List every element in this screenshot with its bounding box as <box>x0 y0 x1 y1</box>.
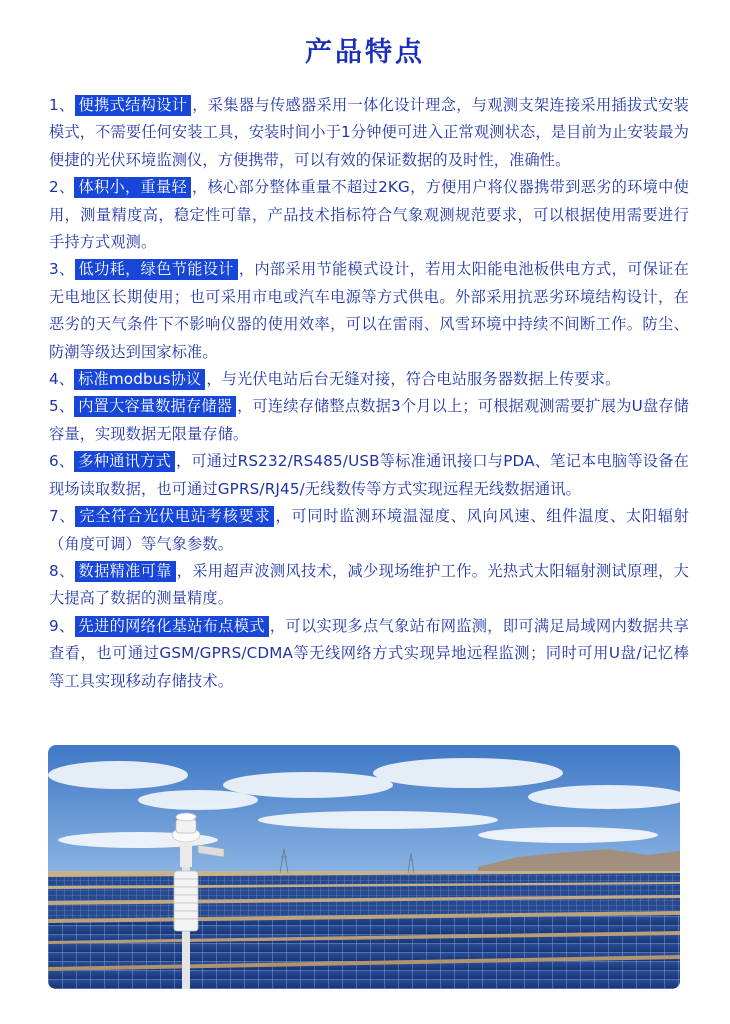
feature-highlight: 先进的网络化基站布点模式 <box>75 616 269 637</box>
feature-text: ，采集器与传感器采用一体化设计理念，与观测支架连接采用插拔式安装模式，不需要任何安装工具，安装时间小于1分钟便可进入正常观测状态，是目前为止安装最为便捷的光伏环境监测仪，方便携带，可以有效的保证数据的及时性，准确性。 <box>49 96 689 169</box>
feature-number: 3、 <box>49 260 75 279</box>
feature-text: ，可同时监测环境温湿度、风向风速、组件温度、太阳辐射（角度可调）等气象参数。 <box>49 507 690 553</box>
solar-farm-photo <box>48 745 680 989</box>
feature-number: 2、 <box>49 178 75 197</box>
feature-item <box>49 92 689 174</box>
solar-farm-illustration <box>48 745 680 989</box>
feature-item <box>49 448 689 503</box>
feature-item <box>49 503 689 558</box>
feature-highlight: 标准modbus协议 <box>74 369 205 390</box>
feature-text: ，采用超声波测风技术，减少现场维护工作。光热式太阳辐射测试原理，大大提高了数据的测量精度。 <box>49 561 690 608</box>
feature-highlight: 便携式结构设计 <box>75 95 192 116</box>
feature-number: 5、 <box>49 397 75 416</box>
feature-number: 7、 <box>49 507 76 526</box>
feature-text: ，内部采用节能模式设计，若用太阳能电池板供电方式，可保证在无电地区长期使用；也可采用市电或汽车电源等方式供电。外部采用抗恶劣环境结构设计，在恶劣的天气条件下不影响仪器的使用效率，可以在雷雨、风雪环境中持续不间断工作。防尘、防潮等级达到国家标准。 <box>49 260 690 361</box>
page-title: 产品特点 <box>305 37 425 68</box>
near-panel-rows <box>48 915 680 989</box>
feature-text: ，可通过RS232/RS485/USB等标准通讯接口与PDA、笔记本电脑等设备在现场读取数据，也可通过GPRS/RJ45/无线数传等方式实现远程无线数据通讯。 <box>49 452 689 498</box>
feature-item <box>49 174 689 256</box>
feature-number: 6、 <box>49 452 75 471</box>
feature-item <box>49 613 689 695</box>
feature-item <box>49 256 689 366</box>
feature-text: ，可连续存储整点数据3个月以上；可根据观测需要扩展为U盘存储容量，实现数据无限量存储。 <box>49 397 690 443</box>
feature-highlight: 内置大容量数据存储器 <box>74 396 236 417</box>
feature-item <box>49 366 689 393</box>
feature-highlight: 数据精准可靠 <box>75 561 176 582</box>
feature-highlight: 完全符合光伏电站考核要求 <box>75 506 274 527</box>
feature-highlight: 多种通讯方式 <box>74 451 175 472</box>
feature-list <box>49 92 689 695</box>
feature-number: 8、 <box>49 561 75 580</box>
feature-item <box>49 558 689 613</box>
feature-highlight: 体积小，重量轻 <box>74 177 191 198</box>
feature-text: ，与光伏电站后台无缝对接，符合电站服务器数据上传要求。 <box>206 370 621 389</box>
feature-number: 4、 <box>49 370 75 389</box>
feature-highlight: 低功耗，绿色节能设计 <box>75 259 238 280</box>
feature-number: 1、 <box>49 96 75 114</box>
feature-number: 9、 <box>49 616 75 635</box>
feature-text: ，可以实现多点气象站布网监测，即可满足局域网内数据共享查看，也可通过GSM/GPRS/CDMA等无线网络方式实现异地远程监测；同时可用U盘/记忆棒等工具实现移动存储技术。 <box>49 616 689 690</box>
feature-item <box>49 393 689 448</box>
feature-text: ，核心部分整体重量不超过2KG，方便用户将仪器携带到恶劣的环境中使用，测量精度高，稳定性可靠，产品技术指标符合气象观测规范要求，可以根据使用需要进行手持方式观测。 <box>49 178 689 252</box>
